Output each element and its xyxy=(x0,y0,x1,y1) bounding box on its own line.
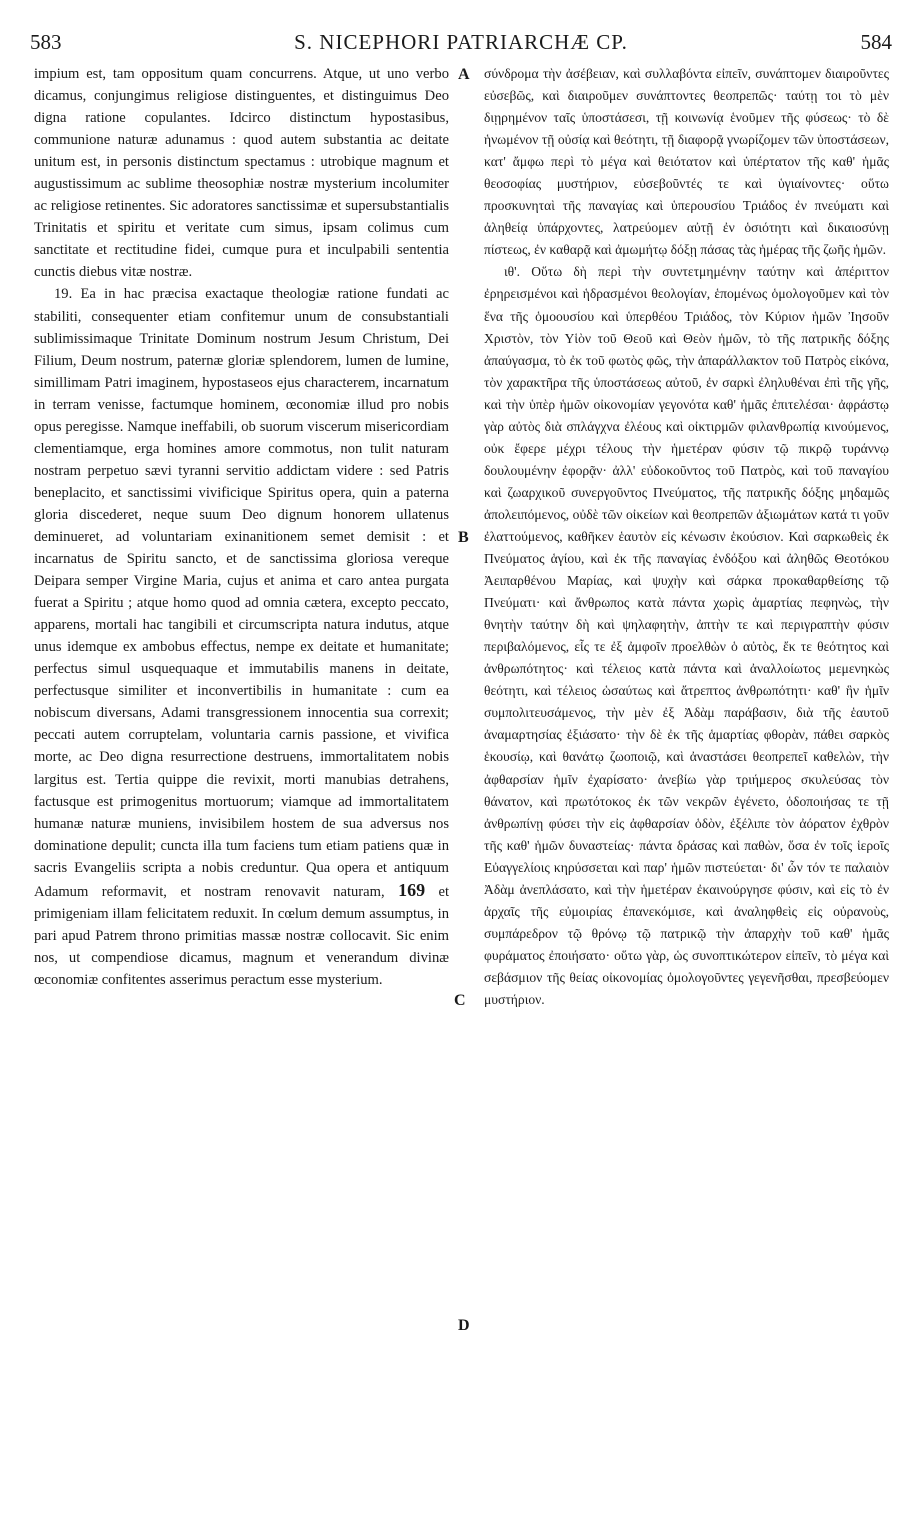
page-number-left: 583 xyxy=(30,30,62,54)
running-title: S. NICEPHORI PATRIARCHÆ CP. xyxy=(294,30,628,54)
page-number-right: 584 xyxy=(860,30,892,54)
greek-paragraph-2: ιθ'. Οὕτω δὴ περὶ τὴν συντετμημένην ταύτην καὶ ἀπέριττον ἐρηρεισμένοι καὶ ἡδρασμένοι θεολογίαν, ἑπομένως ὁμολογοῦμεν καὶ τὸν ἕνα τῆς ὁμοουσίου καὶ ὑπερθέου Τριάδος, τὸν Κύριον ἡμῶν Ἰησοῦν Χριστὸν, τὸν Υἱὸν τοῦ Θεοῦ καὶ Θεὸν ἡμῶν, τὸ τῆς πατρικῆς δόξης ἀπαύγασμα, τὸ ἐκ τοῦ φωτὸς φῶς, τὴν ἀπαράλλακτον τοῦ Πατρὸς εἰκόνα, τὸν χαρακτῆρα τῆς ὑποστάσεως αὐτοῦ, ἐν σαρκὶ ἐληλυθέναι ἐπὶ τῆς γῆς, καὶ τὴν ὑπὲρ ἡμῶν οἰκονομίαν γεγονότα καθ' ἡμᾶς ἐπιτελέσαι· ἀφράστῳ γὰρ αὐτὸς διὰ σπλάγχνα ἐλέους καὶ οἰκτιρμῶν φιλανθρωπίᾳ κινούμενος, οὐκ ἔφερε μέχρι τέλους τὴν ἡμετέραν φύσιν τῷ πικρῷ τυράννῳ δουλουμένην ἐφορᾷν· ἀλλ' εὐδοκοῦντος τοῦ Πατρὸς, καὶ τοῦ παναγίου καὶ ζωαρχικοῦ συνεργοῦντος Πνεύματος, τῆς πατρικῆς δόξης μηδαμῶς ἀπολειπόμενος, οὐδὲ τῶν οἰκείων καὶ θεοπρεπῶν ἀξιωμάτων κατά τι γοῦν ἐλαττούμενος, καθῆκεν ἑαυτὸν εἰς κένωσιν ἑκούσιον. Καὶ σαρκωθεὶς ἐκ Πνεύματος ἁγίου, καὶ ἐκ τῆς παναγίας ἐνδόξου καὶ ἀληθῶς Θεοτόκου Ἀειπαρθένου Μαρίας, καὶ ψυχὴν καὶ σάρκα προκαθαρθείσης τῷ Πνεύματι· καὶ ἄνθρωπος κατὰ πάντα χωρὶς ἁμαρτίας πεφηνὼς, τὴν θνητὴν ταύτην δὴ καὶ ψηλαφητὴν, ἀπτὴν τε καὶ περιγραπτὴν φύσιν περιβαλόμενος, εἷς τε ἐξ ἀμφοῖν προελθὼν ὁ αὐτὸς, ἔκ τε θεότητος καὶ ἀνθρωπότητος· καὶ τέλειος κατὰ πάντα καὶ ἀναλλοίωτος μεμενηκὼς θεότητι, καὶ τέλειος ὡσαύτως καὶ ἄτρεπτος ἀνθρωπότητι· καθ' ἣν ἡμῖν συμπολιτευσάμενος, τὴν μὲν ἐξ Ἀδὰμ παράβασιν, διὰ τῆς ἑαυτοῦ ἀναμαρτησίας ἐξιάσατο· τὴν δὲ ἐκ τῆς ἁμαρτίας φθορὰν, πάθει σαρκὸς ἑκουσίῳ, καὶ θανάτῳ ζωοποιῷ, καὶ ἀναστάσει θεοπρεπεῖ καθελὼν, τὴν ἀφθαρσίαν ἡμῖν ἐχαρίσατο· ἀνεβίω γὰρ τριήμερος σκυλεύσας τὸν θάνατον, καὶ πρωτότοκος ἐκ τῶν νεκρῶν ἐγένετο, ὁδοποιήσας τε τῇ ἀνθρωπίνῃ φύσει τὴν εἰς ἀφθαρσίαν ὁδὸν, ἐξέλιπε τὸν ἀόρατον ἐχθρὸν τῆς καθ' ἡμῶν δυναστείας· πάντα δράσας καὶ παθὼν, ὅσα ἐν τοῖς ἱεροῖς Εὐαγγελίοις κηρύσσεται καὶ παρ' ἡμῶν πιστεύεται· δι' ὧν τόν τε παλαιὸν Ἀδὰμ ἀνεπλάσατο, καὶ τὴν ἡμετέραν ἐκαινούργησε φύσιν, καὶ εἰς τὸ ἐν ἀρχαῖς τῆς εὐμοιρίας ἐπανεκόμισε, καὶ ἀναληφθεὶς εἰς οὐρανοὺς, συμπάρεδρον τῷ θρόνῳ τῷ πατρικῷ τὴν ἀπαρχὴν τοῦ καθ' ἡμᾶς φυράματος ἐποιήσατο· οὕτω γὰρ, ὡς συνοπτικώτερον εἰπεῖν, τὸ μέγα καὶ σεβάσμιον τῆς θείας οἰκονομίας ὁμολογοῦντες γεγενῆσθαι, πρεσβεύομεν μυστήριον. xyxy=(484,264,889,1007)
margin-marker-b: B xyxy=(458,529,469,546)
greek-column xyxy=(484,63,889,1011)
latin-paragraph-1: impium est, tam oppositum quam concurrens. Atque, ut uno verbo dicamus, conjungimus religiose distinguentes, et distinguimus Deo digna ratione copulantes. Idcirco distinctum hypostasibus, communione naturæ adunamus : quod autem substantia ac deitate unitum est, in personis distinctum spectamus : utrobique magnum et augustissimum ac sublime theosophiæ nostræ mysterium incolumiter ac religiose retinentes. Sic adoratores sanctissimæ et supersubstantialis Trinitatis et spiritu et veritate cum simus, ipsam colimus cum sanctitate et rectitudine fidei, cumque pura et inculpabili sententia cunctis diebus vitæ nostræ. xyxy=(34,66,449,281)
inline-page-number: 169 xyxy=(398,879,426,900)
latin-column xyxy=(34,63,449,991)
latin-paragraph-2-part-1: 19. Ea in hac præcisa exactaque theologiæ ratione fundati ac stabiliti, consequenter etiam confitemur unum de consubstantiali sublimissimaque Trinitate Dominum nostrum Jesum Christum, Dei Filium, Deum nostrum, paternæ gloriæ splendorem, lumen de lumine, simillimam Patri imaginem, hypostaseos ejus characterem, incarnatum in terram venisse, factumque hominem, œconomiæ illud pro nobis opus peregisse. Namque ineffabili, ob suorum viscerum misericordiam clementiamque, erga homines amore commotus, non tulit naturam nostram perpetuo sævi tyranni servitio addictam videre : sed Patris beneplacito, et sanctissimi vivificique Spiritus opera, quin a paterna gloria discederet, neque suum Deo dignum honorem ullatenus deminueret, ad voluntariam exinanitionem semet demisit : et incarnatus de Spiritu sancto, et de sanctissima gloriosa vereque Deipara semper Virgine Maria, cujus et anima et caro antea purgata fuerat a Spiritu ; atque homo quod ad omnia cætera, excepto peccato, apparens, mortali hac tangibili et circumscripta natura indutus, atque unus idemque ex ambobus effectus, nempe ex deitate et humanitate; perfectus simul usquequaque et immutabilis manens in deitate, perfectusque similiter et inconvertibilis in humanitate : cum ea nobiscum diversans, Adami transgressionem innocentia sua correxit; peccati autem corruptelam, voluntaria carnis passione, et vivifica morte, ac Deo digna resurrectione destruens, immortalitatem nobis largitus est. Tertia quippe die revixit, morti manubias detrahens, factusque est primogenitus mortuorum; viamque ad immortalitatem humanæ naturæ muniens, invisibilem hostem de sua adversus nos dominatione depulit; cuncta illa tum faciens tum etiam patiens quæ in sacris Evangeliis scripta a nobis creduntur. Qua opera et antiquum Adamum reformavit, et nostram renovavit naturam, xyxy=(34,286,449,900)
margin-marker-d: D xyxy=(458,1317,470,1334)
latin-paragraph-2 xyxy=(34,283,449,991)
latin-paragraph-2-part-2: et primigeniam illam felicitatem reduxit. In cœlum demum assumptus, in pari apud Patrem throno primitias massæ nostræ collocavit. Sic enim nos, ut compendiose dicamus, magnum et venerandum divinæ œconomiæ confitentes asserimus peractum esse mysterium. xyxy=(34,883,450,988)
greek-paragraph-1: σύνδρομα τὴν ἀσέβειαν, καὶ συλλαβόντα εἰπεῖν, συνάπτομεν διαιροῦντες εὐσεβῶς, καὶ διαιροῦμεν συνάπτοντες θεοπρεπῶς· ταύτῃ τοι τὸ μὲν διῃρημένον ταῖς ὑποστάσεσι, τῇ κοινωνίᾳ ἑνοῦμεν τῆς φύσεως· τὸ δὲ ἡνωμένον τῇ οὐσίᾳ καὶ θεότητι, τῇ διαφορᾷ γνωρίζομεν τῶν ὑποστάσεων, κατ' ἄμφω περὶ τὸ μέγα καὶ θειότατον καὶ ὑπέρτατον τῆς καθ' ἡμᾶς θεοσοφίας μυστήριον, εὐσεβοῦντές τε καὶ ὑγιαίνοντες· οὕτω προσκυνηταὶ τῆς παναγίας καὶ ὑπερουσίου Τριάδος ἐν πνεύματι καὶ ἀληθείᾳ ὑπάρχοντες, λατρεύομεν αὐτῇ ἐν ὁσιότητι καὶ δικαιοσύνῃ πίστεως, ἐν καθαρᾷ καὶ ἀμωμήτῳ δόξῃ πάσας τὰς ἡμέρας τῆς ζωῆς ἡμῶν. xyxy=(484,66,889,258)
margin-marker-c: C xyxy=(454,992,466,1009)
page-header xyxy=(30,30,892,58)
margin-marker-a: A xyxy=(458,66,470,83)
